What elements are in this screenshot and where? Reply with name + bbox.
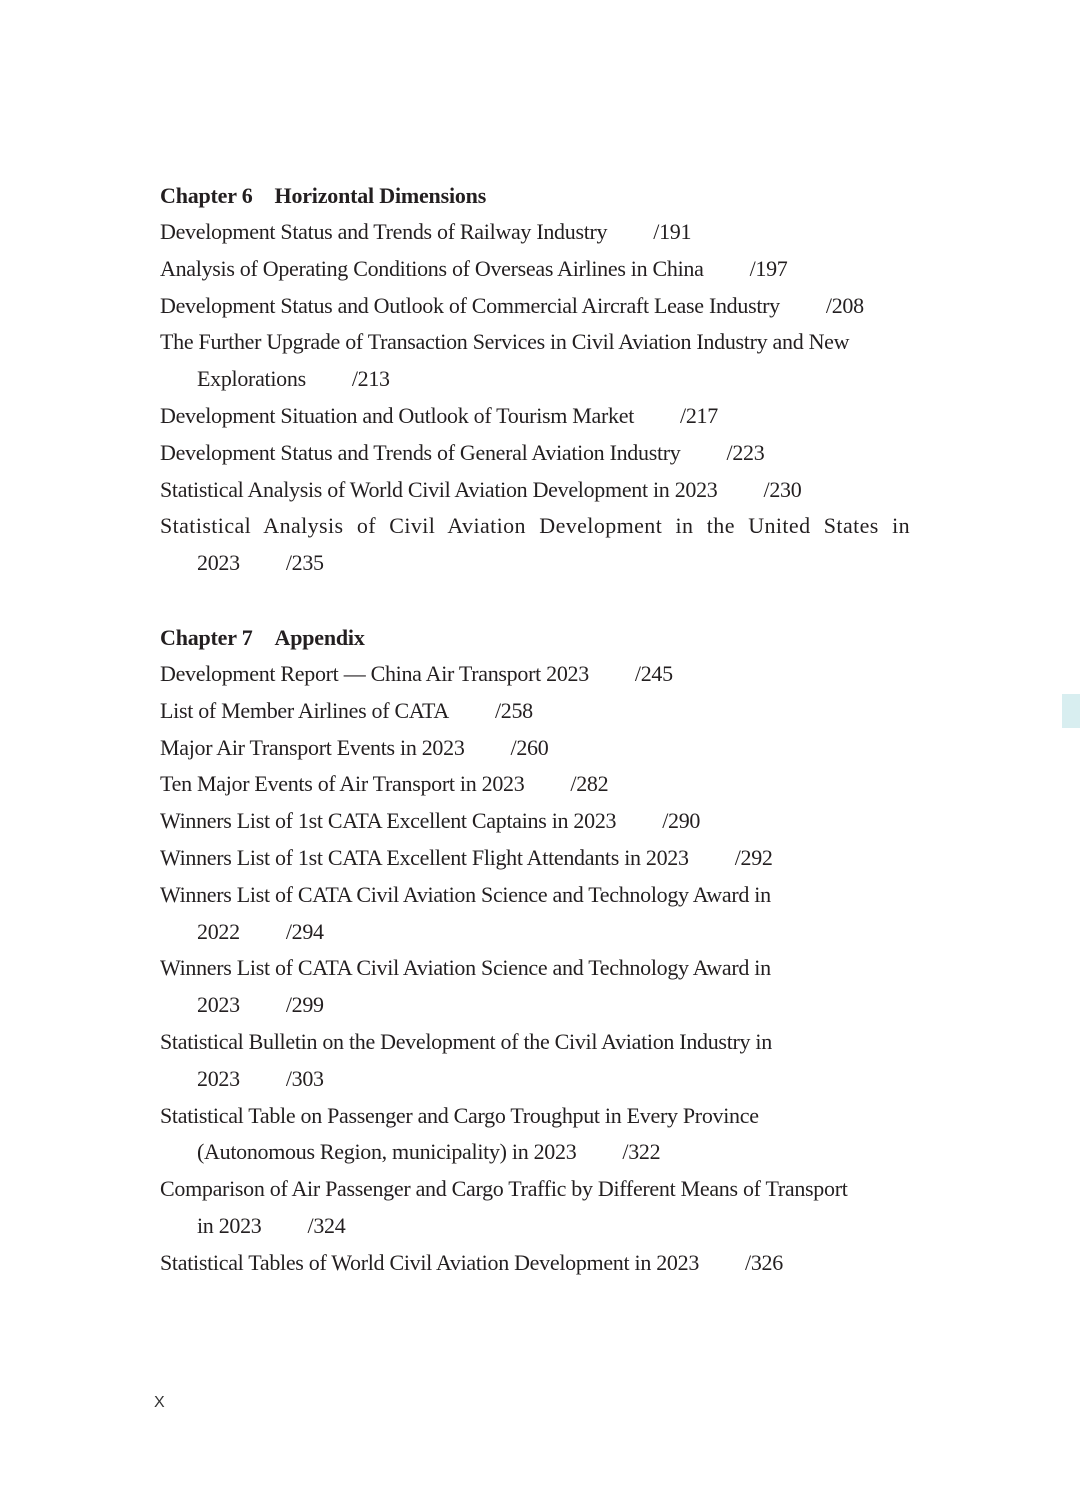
entry-page: /290 <box>662 808 701 834</box>
entry-page: /235 <box>285 550 324 576</box>
entry-page: /230 <box>763 476 802 502</box>
entry-page: /223 <box>726 439 765 465</box>
entry-page: /245 <box>634 660 673 686</box>
entry-title: Development Situation and Outlook of Tourism Market <box>160 402 635 428</box>
entry-title: Major Air Transport Events in 2023 <box>160 734 465 760</box>
entry-page: /282 <box>570 771 609 797</box>
toc-entry[interactable] <box>160 730 920 767</box>
chapter-heading <box>160 619 920 656</box>
entry-page: /197 <box>749 255 788 281</box>
toc-entry[interactable] <box>160 251 920 288</box>
chapter-6-section <box>160 177 920 582</box>
entry-title-continued: 2023 <box>197 550 240 576</box>
entry-page: /191 <box>653 219 692 244</box>
entry-title-continued: in 2023 <box>197 1212 262 1238</box>
entry-title: Ten Major Events of Air Transport in 2023 <box>160 771 525 797</box>
entry-page: /324 <box>307 1212 346 1238</box>
entry-title-continued: 2022 <box>197 918 240 944</box>
entry-title-continued: 2023 <box>197 992 240 1018</box>
entry-title-continued: Explorations <box>197 366 306 392</box>
chapter-title: Appendix <box>274 624 365 650</box>
chapter-7-section <box>160 619 920 1282</box>
entry-title: Statistical Tables of World Civil Aviation Development in 2023 <box>160 1249 700 1275</box>
toc-entry[interactable] <box>160 324 920 398</box>
entry-title: Winners List of CATA Civil Aviation Science and Technology Award in <box>160 955 771 981</box>
chapter-title: Horizontal Dimensions <box>274 183 487 208</box>
toc-entry[interactable] <box>160 766 920 803</box>
entry-title: The Further Upgrade of Transaction Services in Civil Aviation Industry and New <box>160 329 850 355</box>
entry-page: /326 <box>745 1249 783 1275</box>
entry-page: /217 <box>680 402 718 428</box>
entry-title: Development Status and Trends of General Aviation Industry <box>160 439 681 465</box>
entry-page: /208 <box>825 292 864 318</box>
entry-page: /299 <box>285 992 324 1018</box>
entry-title: Development Status and Outlook of Commercial Aircraft Lease Industry <box>160 292 780 318</box>
entry-page: /292 <box>734 844 773 870</box>
entry-page: /303 <box>285 1065 324 1091</box>
toc-entry[interactable] <box>160 840 920 877</box>
toc-entry[interactable] <box>160 1171 920 1245</box>
entry-title: Development Report — China Air Transport 2023 <box>160 660 589 686</box>
entry-page: /294 <box>285 918 324 944</box>
entry-page: /213 <box>351 366 390 392</box>
entry-title-continued: (Autonomous Region, municipality) in 2023 <box>197 1139 577 1165</box>
toc-entry[interactable] <box>160 1098 920 1172</box>
entry-title: Statistical Analysis of Civil Aviation Development in the United States in <box>160 513 910 539</box>
toc-entry[interactable] <box>160 950 920 1024</box>
toc-entry[interactable] <box>160 1245 920 1282</box>
toc-entry[interactable] <box>160 693 920 730</box>
toc-entry[interactable] <box>160 398 920 435</box>
entry-title: Development Status and Trends of Railway Industry <box>160 219 608 244</box>
entry-title: Statistical Bulletin on the Development of the Civil Aviation Industry in <box>160 1028 772 1054</box>
entry-page: /260 <box>510 734 549 760</box>
entry-title: Winners List of 1st CATA Excellent Captains in 2023 <box>160 808 617 834</box>
chapter-number: Chapter 7 <box>160 624 253 650</box>
entry-title: Statistical Table on Passenger and Cargo Troughput in Every Province <box>160 1102 759 1128</box>
toc-entry[interactable] <box>160 656 920 693</box>
side-thumb-tab <box>1062 694 1080 728</box>
entry-title: Winners List of 1st CATA Excellent Flight Attendants in 2023 <box>160 844 689 870</box>
entry-title: Statistical Analysis of World Civil Aviation Development in 2023 <box>160 476 718 502</box>
entry-title: Analysis of Operating Conditions of Overseas Airlines in China <box>160 255 704 281</box>
entry-title-continued: 2023 <box>197 1065 240 1091</box>
toc-entry[interactable] <box>160 472 920 509</box>
entry-title: List of Member Airlines of CATA <box>160 697 449 723</box>
toc-entry[interactable] <box>160 435 920 472</box>
page-number: X <box>154 1394 165 1411</box>
chapter-number: Chapter 6 <box>160 183 253 208</box>
table-of-contents <box>160 177 920 1319</box>
toc-entry[interactable] <box>160 214 920 251</box>
entry-title: Comparison of Air Passenger and Cargo Traffic by Different Means of Transport <box>160 1176 848 1202</box>
toc-entry[interactable] <box>160 508 920 582</box>
toc-entry[interactable] <box>160 803 920 840</box>
entry-title: Winners List of CATA Civil Aviation Science and Technology Award in <box>160 881 771 907</box>
entry-page: /322 <box>622 1139 661 1165</box>
toc-entry[interactable] <box>160 877 920 951</box>
toc-entry[interactable] <box>160 288 920 325</box>
entry-page: /258 <box>494 697 533 723</box>
toc-entry[interactable] <box>160 1024 920 1098</box>
chapter-heading <box>160 177 920 214</box>
